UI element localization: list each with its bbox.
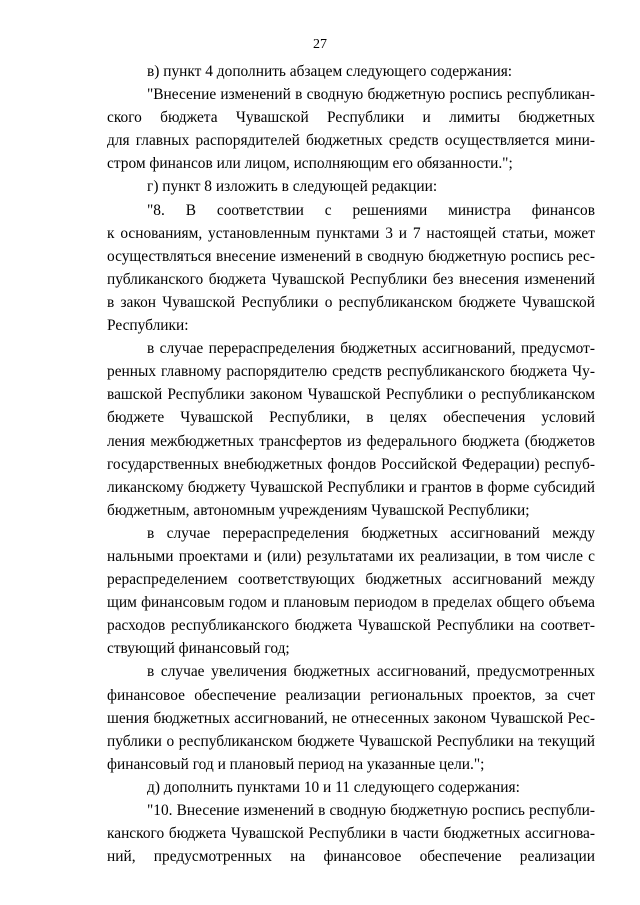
page-number: 27 <box>313 37 327 52</box>
text-line: к основаниям, установленным пунктами 3 и 7 настоящей статьи, может <box>107 224 595 242</box>
text-line: ний, предусмотренных на финансовое обеспечение реализации <box>107 848 595 866</box>
paragraph <box>107 175 595 198</box>
text-line: щим финансовым годом и плановым периодом в пределах общего объема <box>107 594 595 612</box>
text-line: вашской Республики законом Чувашской Республики о республиканском <box>107 386 595 404</box>
text-line: в закон Чувашской Республики о республиканском бюджете Чувашской <box>107 293 595 311</box>
text-line: расходов республиканского бюджета Чувашской Республики на соответ- <box>107 617 595 635</box>
text-line: "8. В соответствии с решениями министра финансов <box>147 201 595 219</box>
text-line: Республики: <box>107 317 189 335</box>
text-line: в) пункт 4 дополнить абзацем следующего содержания: <box>147 63 513 80</box>
text-line: бюджете Чувашской Республики, в целях обеспечения условий <box>107 409 595 427</box>
text-line: "Внесение изменений в сводную бюджетную роспись республикан- <box>147 86 595 104</box>
text-line: шения бюджетных ассигнований, не отнесенных законом Чувашской Рес- <box>107 709 595 727</box>
text-line: в случае перераспределения бюджетных ассигнований между <box>147 524 595 542</box>
text-line: осуществляться внесение изменений в сводную бюджетную роспись рес- <box>107 247 595 265</box>
text-line: канского бюджета Чувашской Республики в части бюджетных ассигнова- <box>107 825 595 843</box>
text-line: публики о республиканском бюджете Чувашской Республики на текущий <box>107 732 595 750</box>
text-line: ренных главному распорядителю средств республиканского бюджета Чу- <box>107 363 595 381</box>
text-line: г) пункт 8 изложить в следующей редакции: <box>147 178 438 196</box>
document-body <box>107 60 595 868</box>
text-line: государственных внебюджетных фондов Российской Федерации) респуб- <box>107 455 595 473</box>
paragraph <box>107 660 595 775</box>
text-line: стром финансов или лицом, исполняющим его обязанности."; <box>107 155 513 173</box>
paragraph <box>107 799 595 868</box>
paragraph <box>107 60 595 83</box>
text-line: рераспределением соответствующих бюджетных ассигнований между <box>107 571 595 589</box>
text-line: для главных распорядителей бюджетных средств осуществляется мини- <box>107 132 595 150</box>
paragraph <box>107 199 595 338</box>
text-line: бюджетным, автономным учреждениям Чувашской Республики; <box>107 501 530 519</box>
text-line: ского бюджета Чувашской Республики и лимиты бюджетных <box>107 109 595 127</box>
text-line: финансовое обеспечение реализации региональных проектов, за счет <box>107 686 595 704</box>
paragraph <box>107 83 595 175</box>
paragraph <box>107 522 595 661</box>
text-line: в случае увеличения бюджетных ассигнований, предусмотренных <box>147 663 595 681</box>
text-line: ствующий финансовый год; <box>107 640 290 658</box>
paragraph <box>107 776 595 799</box>
text-line: ления межбюджетных трансфертов из федерального бюджета (бюджетов <box>107 432 595 450</box>
text-line: д) дополнить пунктами 10 и 11 следующего содержания: <box>147 778 520 796</box>
text-line: нальными проектами и (или) результатами их реализации, в том числе с <box>107 547 595 565</box>
text-line: финансовый год и плановый период на указанные цели."; <box>107 755 485 773</box>
text-line: "10. Внесение изменений в сводную бюджетную роспись республи- <box>147 802 595 819</box>
paragraph <box>107 337 595 522</box>
text-line: ликанскому бюджету Чувашской Республики и грантов в форме субсидий <box>107 478 595 496</box>
text-line: в случае перераспределения бюджетных ассигнований, предусмот- <box>147 340 595 358</box>
text-line: публиканского бюджета Чувашской Республики без внесения изменений <box>107 270 595 288</box>
